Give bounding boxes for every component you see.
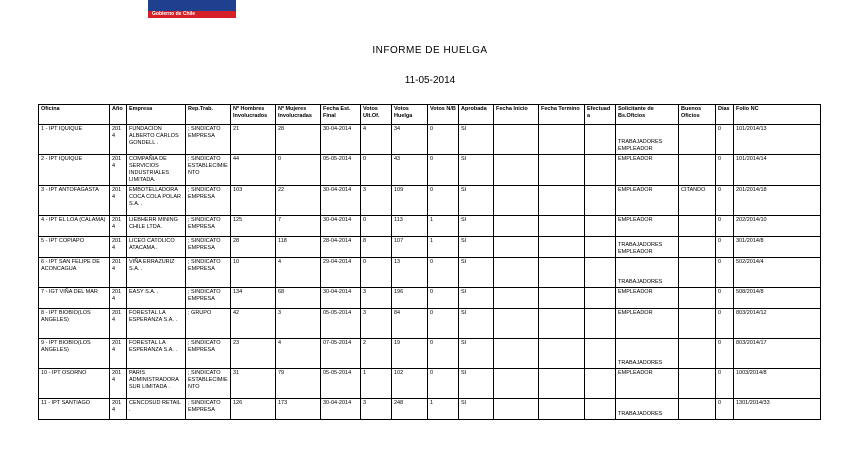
table-row bbox=[39, 155, 821, 186]
table-cell-aprobada: SI bbox=[459, 399, 494, 420]
column-header: Buenos Oficios bbox=[679, 105, 716, 125]
table-cell-fecha: 30-04-2014 bbox=[321, 288, 361, 309]
table-cell-dias: 0 bbox=[716, 186, 734, 216]
strike-report-table bbox=[38, 104, 821, 420]
table-cell-folio: 1301/2014/33 bbox=[734, 399, 821, 420]
table-cell-solicitante: TRABAJADORES bbox=[616, 339, 679, 369]
table-cell-solicitante: EMPLEADOR bbox=[616, 309, 679, 339]
table-cell-rep: ; SINDICATO EMPRESA bbox=[186, 258, 231, 288]
table-header-row bbox=[39, 105, 821, 125]
table-cell-empresa: FORESTAL LA ESPERANZA S.A. . bbox=[127, 309, 186, 339]
table-cell-anio: 2014 bbox=[110, 125, 127, 155]
table-cell-hombres: 10 bbox=[231, 258, 276, 288]
table-cell-mujeres: 7 bbox=[276, 216, 321, 237]
table-cell-aprobada: SI bbox=[459, 186, 494, 216]
table-cell-hombres: 103 bbox=[231, 186, 276, 216]
table-cell-huelga: 43 bbox=[392, 155, 428, 186]
table-cell-hombres: 126 bbox=[231, 399, 276, 420]
table-row bbox=[39, 369, 821, 399]
table-cell-rep: ; SINDICATO ESTABLECIMIENTO bbox=[186, 155, 231, 186]
table-cell-buenos bbox=[679, 288, 716, 309]
report-date: 11-05-2014 bbox=[404, 75, 456, 86]
table-cell-anio: 2014 bbox=[110, 309, 127, 339]
table-cell-termino bbox=[539, 339, 585, 369]
table-cell-rep: ; SINDICATO EMPRESA bbox=[186, 399, 231, 420]
table-cell-hombres: 21 bbox=[231, 125, 276, 155]
table-cell-folio: 803/2014/17 bbox=[734, 339, 821, 369]
table-cell-empresa: PARIS ADMINISTRADORA SUR LIMITADA . bbox=[127, 369, 186, 399]
table-row bbox=[39, 186, 821, 216]
table-cell-empresa: LICEO CATOLICO ATACAMA . bbox=[127, 237, 186, 258]
table-cell-inicio bbox=[494, 369, 539, 399]
table-cell-rep: ; SINDICATO EMPRESA bbox=[186, 186, 231, 216]
table-cell-termino bbox=[539, 288, 585, 309]
table-cell-dias: 0 bbox=[716, 339, 734, 369]
table-row bbox=[39, 288, 821, 309]
table-cell-aprobada: SI bbox=[459, 339, 494, 369]
table-cell-dias: 0 bbox=[716, 309, 734, 339]
report-title: INFORME DE HUELGA bbox=[372, 45, 488, 56]
column-header: Solicitante de Bs.Oficios bbox=[616, 105, 679, 125]
table-cell-oficina: 11 - IPT SANTIAGO bbox=[39, 399, 110, 420]
table-cell-rep: ; SINDICATO EMPRESA bbox=[186, 288, 231, 309]
table-row bbox=[39, 125, 821, 155]
table-cell-ult: 0 bbox=[361, 258, 392, 288]
table-cell-inicio bbox=[494, 237, 539, 258]
table-cell-inicio bbox=[494, 339, 539, 369]
table-cell-anio: 2014 bbox=[110, 399, 127, 420]
table-cell-buenos bbox=[679, 125, 716, 155]
table-cell-oficina: 5 - IPT COPIAPO bbox=[39, 237, 110, 258]
table-cell-dias: 0 bbox=[716, 155, 734, 186]
gobierno-logo bbox=[148, 0, 236, 18]
table-cell-ult: 0 bbox=[361, 216, 392, 237]
table-cell-folio: 508/2014/8 bbox=[734, 288, 821, 309]
table-cell-aprobada: SI bbox=[459, 216, 494, 237]
table-cell-hombres: 42 bbox=[231, 309, 276, 339]
table-cell-fecha: 30-04-2014 bbox=[321, 399, 361, 420]
table-cell-fecha: 28-04-2014 bbox=[321, 237, 361, 258]
table-cell-ult: 3 bbox=[361, 288, 392, 309]
table-row bbox=[39, 339, 821, 369]
table-cell-anio: 2014 bbox=[110, 155, 127, 186]
logo-text: Gobierno de Chile bbox=[152, 11, 196, 17]
table-cell-huelga: 84 bbox=[392, 309, 428, 339]
table-cell-folio: 1003/2014/8 bbox=[734, 369, 821, 399]
table-cell-huelga: 102 bbox=[392, 369, 428, 399]
table-cell-rep: ; GRUPO bbox=[186, 309, 231, 339]
table-cell-termino bbox=[539, 237, 585, 258]
table-cell-nb: 0 bbox=[428, 258, 459, 288]
table-cell-dias: 0 bbox=[716, 125, 734, 155]
table-cell-solicitante: TRABAJADORES bbox=[616, 399, 679, 420]
table-cell-fecha: 29-04-2014 bbox=[321, 258, 361, 288]
table-cell-nb: 1 bbox=[428, 216, 459, 237]
table-cell-oficina: 7 - IGT VIÑA DEL MAR bbox=[39, 288, 110, 309]
table-cell-rep: ; SINDICATO EMPRESA bbox=[186, 125, 231, 155]
table-cell-oficina: 3 - IPT ANTOFAGASTA bbox=[39, 186, 110, 216]
table-cell-termino bbox=[539, 125, 585, 155]
table-cell-oficina: 9 - IPT BIOBIO(LOS ANGELES) bbox=[39, 339, 110, 369]
table-cell-rep: ; SINDICATO EMPRESA bbox=[186, 216, 231, 237]
table-cell-nb: 0 bbox=[428, 369, 459, 399]
table-cell-hombres: 44 bbox=[231, 155, 276, 186]
table-cell-folio: 301/2014/8 bbox=[734, 237, 821, 258]
table-cell-mujeres: 79 bbox=[276, 369, 321, 399]
table-cell-ult: 3 bbox=[361, 309, 392, 339]
table-cell-efectuada bbox=[585, 125, 616, 155]
table-cell-ult: 1 bbox=[361, 369, 392, 399]
column-header: Votos Huelga bbox=[392, 105, 428, 125]
table-cell-empresa: CENCOSUD RETAIL . bbox=[127, 399, 186, 420]
table-cell-nb: 0 bbox=[428, 125, 459, 155]
table-cell-solicitante: EMPLEADOR bbox=[616, 155, 679, 186]
table-cell-mujeres: 118 bbox=[276, 237, 321, 258]
table-cell-efectuada bbox=[585, 258, 616, 288]
table-cell-rep: ; SINDICATO EMPRESA bbox=[186, 237, 231, 258]
table-cell-hombres: 28 bbox=[231, 237, 276, 258]
table-cell-fecha: 30-04-2014 bbox=[321, 186, 361, 216]
table-cell-buenos bbox=[679, 237, 716, 258]
table-cell-efectuada bbox=[585, 399, 616, 420]
table-cell-efectuada bbox=[585, 369, 616, 399]
table-cell-mujeres: 22 bbox=[276, 186, 321, 216]
column-header: Nº Mujeres Involucradas bbox=[276, 105, 321, 125]
table-cell-efectuada bbox=[585, 237, 616, 258]
table-cell-efectuada bbox=[585, 216, 616, 237]
table-cell-huelga: 113 bbox=[392, 216, 428, 237]
column-header: Fecha Inicio bbox=[494, 105, 539, 125]
table-cell-oficina: 1 - IPT IQUIQUE bbox=[39, 125, 110, 155]
table-cell-buenos bbox=[679, 258, 716, 288]
table-cell-inicio bbox=[494, 309, 539, 339]
table-cell-nb: 1 bbox=[428, 399, 459, 420]
column-header: Votos N/B bbox=[428, 105, 459, 125]
column-header: Empresa bbox=[127, 105, 186, 125]
table-cell-nb: 0 bbox=[428, 339, 459, 369]
table-cell-mujeres: 3 bbox=[276, 309, 321, 339]
column-header: Efectuada bbox=[585, 105, 616, 125]
column-header: Fecha Est. Final bbox=[321, 105, 361, 125]
table-cell-inicio bbox=[494, 155, 539, 186]
table-cell-solicitante: EMPLEADOR bbox=[616, 369, 679, 399]
table-cell-oficina: 6 - IPT SAN FELIPE DE ACONCAGUA bbox=[39, 258, 110, 288]
table-cell-aprobada: SI bbox=[459, 288, 494, 309]
table-cell-huelga: 109 bbox=[392, 186, 428, 216]
table-cell-termino bbox=[539, 155, 585, 186]
column-header: Rep.Trab. bbox=[186, 105, 231, 125]
table-cell-termino bbox=[539, 258, 585, 288]
table-cell-hombres: 134 bbox=[231, 288, 276, 309]
table-cell-termino bbox=[539, 399, 585, 420]
table-cell-efectuada bbox=[585, 186, 616, 216]
table-cell-fecha: 30-04-2014 bbox=[321, 216, 361, 237]
table-cell-fecha: 05-05-2014 bbox=[321, 155, 361, 186]
table-cell-nb: 0 bbox=[428, 155, 459, 186]
table-cell-efectuada bbox=[585, 155, 616, 186]
table-cell-huelga: 13 bbox=[392, 258, 428, 288]
table-cell-folio: 201/2014/18 bbox=[734, 186, 821, 216]
table-cell-nb: 0 bbox=[428, 309, 459, 339]
table-row bbox=[39, 309, 821, 339]
table-cell-inicio bbox=[494, 258, 539, 288]
table-cell-rep: ; SINDICATO EMPRESA bbox=[186, 339, 231, 369]
column-header: Fecha Termino bbox=[539, 105, 585, 125]
table-row bbox=[39, 258, 821, 288]
table-cell-nb: 1 bbox=[428, 237, 459, 258]
table-cell-hombres: 31 bbox=[231, 369, 276, 399]
table-cell-oficina: 8 - IPT BIOBIO(LOS ANGELES) bbox=[39, 309, 110, 339]
table-cell-anio: 2014 bbox=[110, 369, 127, 399]
table-cell-empresa: LIEBHERR MINING CHILE LTDA. bbox=[127, 216, 186, 237]
table-cell-aprobada: SI bbox=[459, 258, 494, 288]
table-cell-fecha: 05-05-2014 bbox=[321, 369, 361, 399]
table-cell-folio: 803/2014/12 bbox=[734, 309, 821, 339]
table-cell-inicio bbox=[494, 186, 539, 216]
table-cell-folio: 502/2014/4 bbox=[734, 258, 821, 288]
table-cell-empresa: EMBOTELLADORA COCA COLA POLAR S.A. . bbox=[127, 186, 186, 216]
table-cell-solicitante: TRABAJADORES EMPLEADOR bbox=[616, 237, 679, 258]
table-cell-termino bbox=[539, 309, 585, 339]
table-cell-empresa: FORESTAL LA ESPERANZA S.A. . bbox=[127, 339, 186, 369]
table-cell-aprobada: SI bbox=[459, 237, 494, 258]
table-cell-buenos bbox=[679, 399, 716, 420]
table-cell-solicitante: EMPLEADOR bbox=[616, 186, 679, 216]
table-cell-ult: 8 bbox=[361, 237, 392, 258]
table-cell-anio: 2014 bbox=[110, 216, 127, 237]
table-cell-fecha: 05-05-2014 bbox=[321, 309, 361, 339]
column-header: Folio NC bbox=[734, 105, 821, 125]
table-cell-nb: 0 bbox=[428, 288, 459, 309]
column-header: Nº Hombres Involucrados bbox=[231, 105, 276, 125]
table-cell-anio: 2014 bbox=[110, 237, 127, 258]
table-cell-inicio bbox=[494, 399, 539, 420]
column-header: Oficina bbox=[39, 105, 110, 125]
table-cell-efectuada bbox=[585, 309, 616, 339]
table-cell-huelga: 34 bbox=[392, 125, 428, 155]
table-row bbox=[39, 399, 821, 420]
table-cell-nb: 0 bbox=[428, 186, 459, 216]
table-cell-aprobada: SI bbox=[459, 125, 494, 155]
column-header: Votos Ult.Of. bbox=[361, 105, 392, 125]
table-cell-dias: 0 bbox=[716, 288, 734, 309]
table-cell-empresa: VIÑA ERRAZURIZ S.A. . bbox=[127, 258, 186, 288]
table-cell-folio: 101/2014/14 bbox=[734, 155, 821, 186]
table-cell-empresa: FUNDACION ALBERTO CARLOS GONDELL . bbox=[127, 125, 186, 155]
table-cell-buenos bbox=[679, 155, 716, 186]
column-header: Aprobada bbox=[459, 105, 494, 125]
table-cell-efectuada bbox=[585, 339, 616, 369]
table-cell-aprobada: SI bbox=[459, 155, 494, 186]
table-cell-mujeres: 173 bbox=[276, 399, 321, 420]
table-cell-solicitante: TRABAJADORES bbox=[616, 258, 679, 288]
table-cell-oficina: 10 - IPT OSORNO bbox=[39, 369, 110, 399]
table-cell-huelga: 107 bbox=[392, 237, 428, 258]
table-cell-buenos: CITANDO bbox=[679, 186, 716, 216]
table-cell-anio: 2014 bbox=[110, 186, 127, 216]
table-cell-hombres: 23 bbox=[231, 339, 276, 369]
table-cell-mujeres: 28 bbox=[276, 125, 321, 155]
table-cell-ult: 4 bbox=[361, 125, 392, 155]
table-cell-buenos bbox=[679, 309, 716, 339]
table-row bbox=[39, 216, 821, 237]
table-cell-solicitante: TRABAJADORES EMPLEADOR bbox=[616, 125, 679, 155]
table-cell-ult: 2 bbox=[361, 339, 392, 369]
table-cell-inicio bbox=[494, 288, 539, 309]
table-cell-empresa: EASY S.A. . bbox=[127, 288, 186, 309]
column-header: Año bbox=[110, 105, 127, 125]
table-cell-mujeres: 0 bbox=[276, 155, 321, 186]
table-cell-termino bbox=[539, 369, 585, 399]
table-cell-buenos bbox=[679, 216, 716, 237]
table-cell-dias: 0 bbox=[716, 399, 734, 420]
table-cell-huelga: 196 bbox=[392, 288, 428, 309]
table-cell-buenos bbox=[679, 369, 716, 399]
table-cell-ult: 3 bbox=[361, 186, 392, 216]
table-cell-buenos bbox=[679, 339, 716, 369]
table-row bbox=[39, 237, 821, 258]
table-cell-aprobada: SI bbox=[459, 369, 494, 399]
table-cell-ult: 0 bbox=[361, 155, 392, 186]
table-cell-mujeres: 4 bbox=[276, 258, 321, 288]
table-cell-efectuada bbox=[585, 288, 616, 309]
table-cell-dias: 0 bbox=[716, 216, 734, 237]
table-cell-termino bbox=[539, 186, 585, 216]
table-cell-huelga: 248 bbox=[392, 399, 428, 420]
table-cell-folio: 202/2014/10 bbox=[734, 216, 821, 237]
table-cell-solicitante: EMPLEADOR bbox=[616, 288, 679, 309]
table-cell-rep: ; SINDICATO ESTABLECIMIENTO bbox=[186, 369, 231, 399]
table-cell-termino bbox=[539, 216, 585, 237]
table-cell-mujeres: 68 bbox=[276, 288, 321, 309]
table-cell-mujeres: 4 bbox=[276, 339, 321, 369]
table-cell-solicitante: EMPLEADOR bbox=[616, 216, 679, 237]
table-cell-fecha: 30-04-2014 bbox=[321, 125, 361, 155]
table-cell-anio: 2014 bbox=[110, 258, 127, 288]
table-cell-inicio bbox=[494, 216, 539, 237]
table-cell-fecha: 07-05-2014 bbox=[321, 339, 361, 369]
table-cell-dias: 0 bbox=[716, 369, 734, 399]
table-cell-huelga: 19 bbox=[392, 339, 428, 369]
table-cell-hombres: 125 bbox=[231, 216, 276, 237]
table-cell-oficina: 2 - IPT IQUIQUE bbox=[39, 155, 110, 186]
table-cell-anio: 2014 bbox=[110, 339, 127, 369]
table-cell-folio: 101/2014/13 bbox=[734, 125, 821, 155]
table-cell-oficina: 4 - IPT EL LOA (CALAMA) bbox=[39, 216, 110, 237]
table-cell-inicio bbox=[494, 125, 539, 155]
table-cell-aprobada: SI bbox=[459, 309, 494, 339]
table-cell-ult: 3 bbox=[361, 399, 392, 420]
table-cell-empresa: COMPAÑIA DE SERVICIOS INDUSTRIALES LIMITADA. bbox=[127, 155, 186, 186]
column-header: Días bbox=[716, 105, 734, 125]
table-cell-dias: 0 bbox=[716, 258, 734, 288]
table-cell-dias: 0 bbox=[716, 237, 734, 258]
table-cell-anio: 2014 bbox=[110, 288, 127, 309]
